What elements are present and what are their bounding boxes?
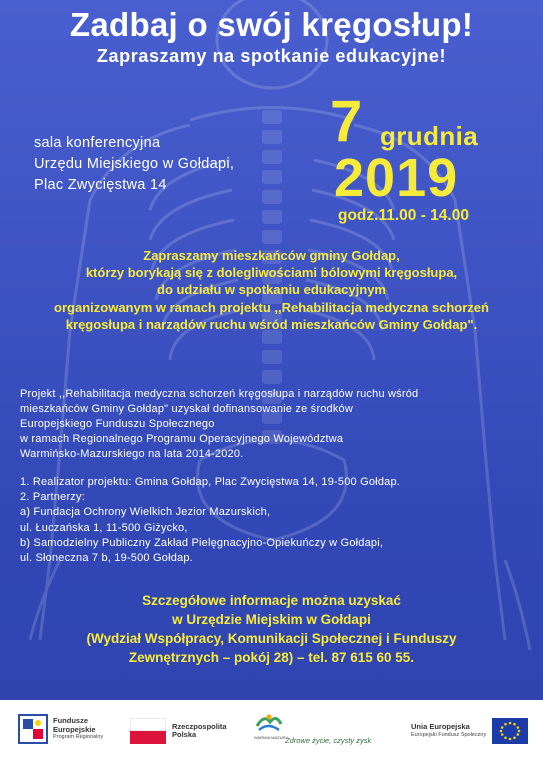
fundusze-europejskie-logo — [18, 714, 103, 744]
contact-details — [0, 591, 543, 667]
details-line: Szczegółowe informacje można uzyskać — [142, 593, 401, 608]
invitation-line: kręgosłupa i narządów ruchu wśród mieszkańców Gminy Gołdap". — [65, 316, 478, 332]
eu-flag-icon — [492, 718, 528, 744]
partners-line: a) Fundacja Ochrony Wielkich Jezior Mazurskich, — [20, 506, 271, 519]
invitation-line: do udziału w spotkaniu edukacyjnym — [157, 282, 386, 298]
fe-title: Fundusze — [53, 716, 88, 725]
ue-subtitle: Europejski Fundusz Społeczny — [411, 731, 487, 738]
event-month: grudnia — [380, 121, 479, 151]
page-title: Zadbaj o swój kręgosłup! — [69, 6, 474, 43]
rzeczpospolita-logo — [130, 718, 227, 744]
project-line: Warmińsko-Mazurskiego na lata 2014-2020. — [20, 448, 244, 460]
rp-line-1: Rzeczpospolita — [172, 721, 227, 731]
partners-line: ul. Słoneczna 7 b, 19-500 Gołdap. — [20, 552, 193, 565]
venue-line: sala konferencyjna — [34, 135, 161, 151]
fe-subtitle: Program Regionalny — [53, 734, 104, 740]
warmia-mazury-logo — [254, 712, 288, 741]
details-line: w Urzędzie Miejskim w Gołdapi — [172, 612, 371, 627]
invitation-line: organizowanym w ramach projektu ,,Rehabilitacja medyczna schorzeń — [54, 299, 489, 315]
event-year: 2019 — [334, 148, 459, 208]
wm-small-label: WARMIA MAZURY — [254, 735, 289, 740]
venue-line: Plac Zwycięstwa 14 — [34, 177, 167, 193]
project-info — [20, 387, 418, 462]
partners-line: 1. Realizator projektu: Gmina Gołdap, Plac Zwycięstwa 14, 19-500 Gołdap. — [20, 476, 401, 488]
details-line: Zewnętrznych – pokój 28) – tel. 87 615 60 55. — [128, 650, 415, 665]
project-line: w ramach Regionalnego Programu Operacyjnego Województwa — [20, 433, 344, 445]
event-day: 7 — [330, 89, 363, 154]
page-subtitle: Zapraszamy na spotkanie edukacyjne! — [96, 46, 447, 66]
polish-flag-icon — [130, 718, 166, 744]
fe-title-2: Europejskie — [53, 724, 96, 734]
details-line: (Wydział Współpracy, Komunikacji Społecznej i Funduszy — [86, 631, 457, 646]
invitation-line: którzy borykają się z dolegliwościami bólowymi kręgosłupa, — [85, 265, 458, 281]
partners-list — [20, 475, 400, 566]
venue-address — [34, 133, 234, 196]
wm-slogan: Zdrowe życie, czysty zysk — [285, 736, 372, 745]
project-line: Europejskiego Funduszu Społecznego — [20, 418, 215, 430]
unia-europejska-logo — [411, 718, 528, 744]
project-line: mieszkańców Gminy Gołdap" uzyskał dofinansowanie ze środków — [20, 403, 354, 415]
ue-title: Unia Europejska — [411, 722, 470, 732]
partners-line: 2. Partnerzy: — [20, 491, 85, 504]
partners-line: ul. Łuczańska 1, 11-500 Giżycko, — [20, 521, 188, 534]
slogan — [285, 736, 371, 745]
venue-line: Urzędu Miejskiego w Gołdapi, — [34, 156, 235, 172]
partners-line: b) Samodzielny Publiczny Zakład Pielęgnacyjno-Opiekuńczy w Gołdapi, — [20, 536, 384, 549]
invitation-line: Zapraszamy mieszkańców gminy Gołdap, — [143, 248, 400, 263]
warmia-mazury-emblem-icon — [254, 712, 284, 734]
logo-footer — [0, 700, 543, 768]
invitation-text — [0, 247, 543, 333]
fe-emblem-icon — [18, 714, 48, 744]
rp-line-2: Polska — [172, 730, 197, 739]
event-hours: godz.11.00 - 14.00 — [338, 207, 469, 224]
project-line: Projekt ,,Rehabilitacja medyczna schorzeń kręgosłupa i narządów ruchu wśród — [20, 388, 419, 400]
